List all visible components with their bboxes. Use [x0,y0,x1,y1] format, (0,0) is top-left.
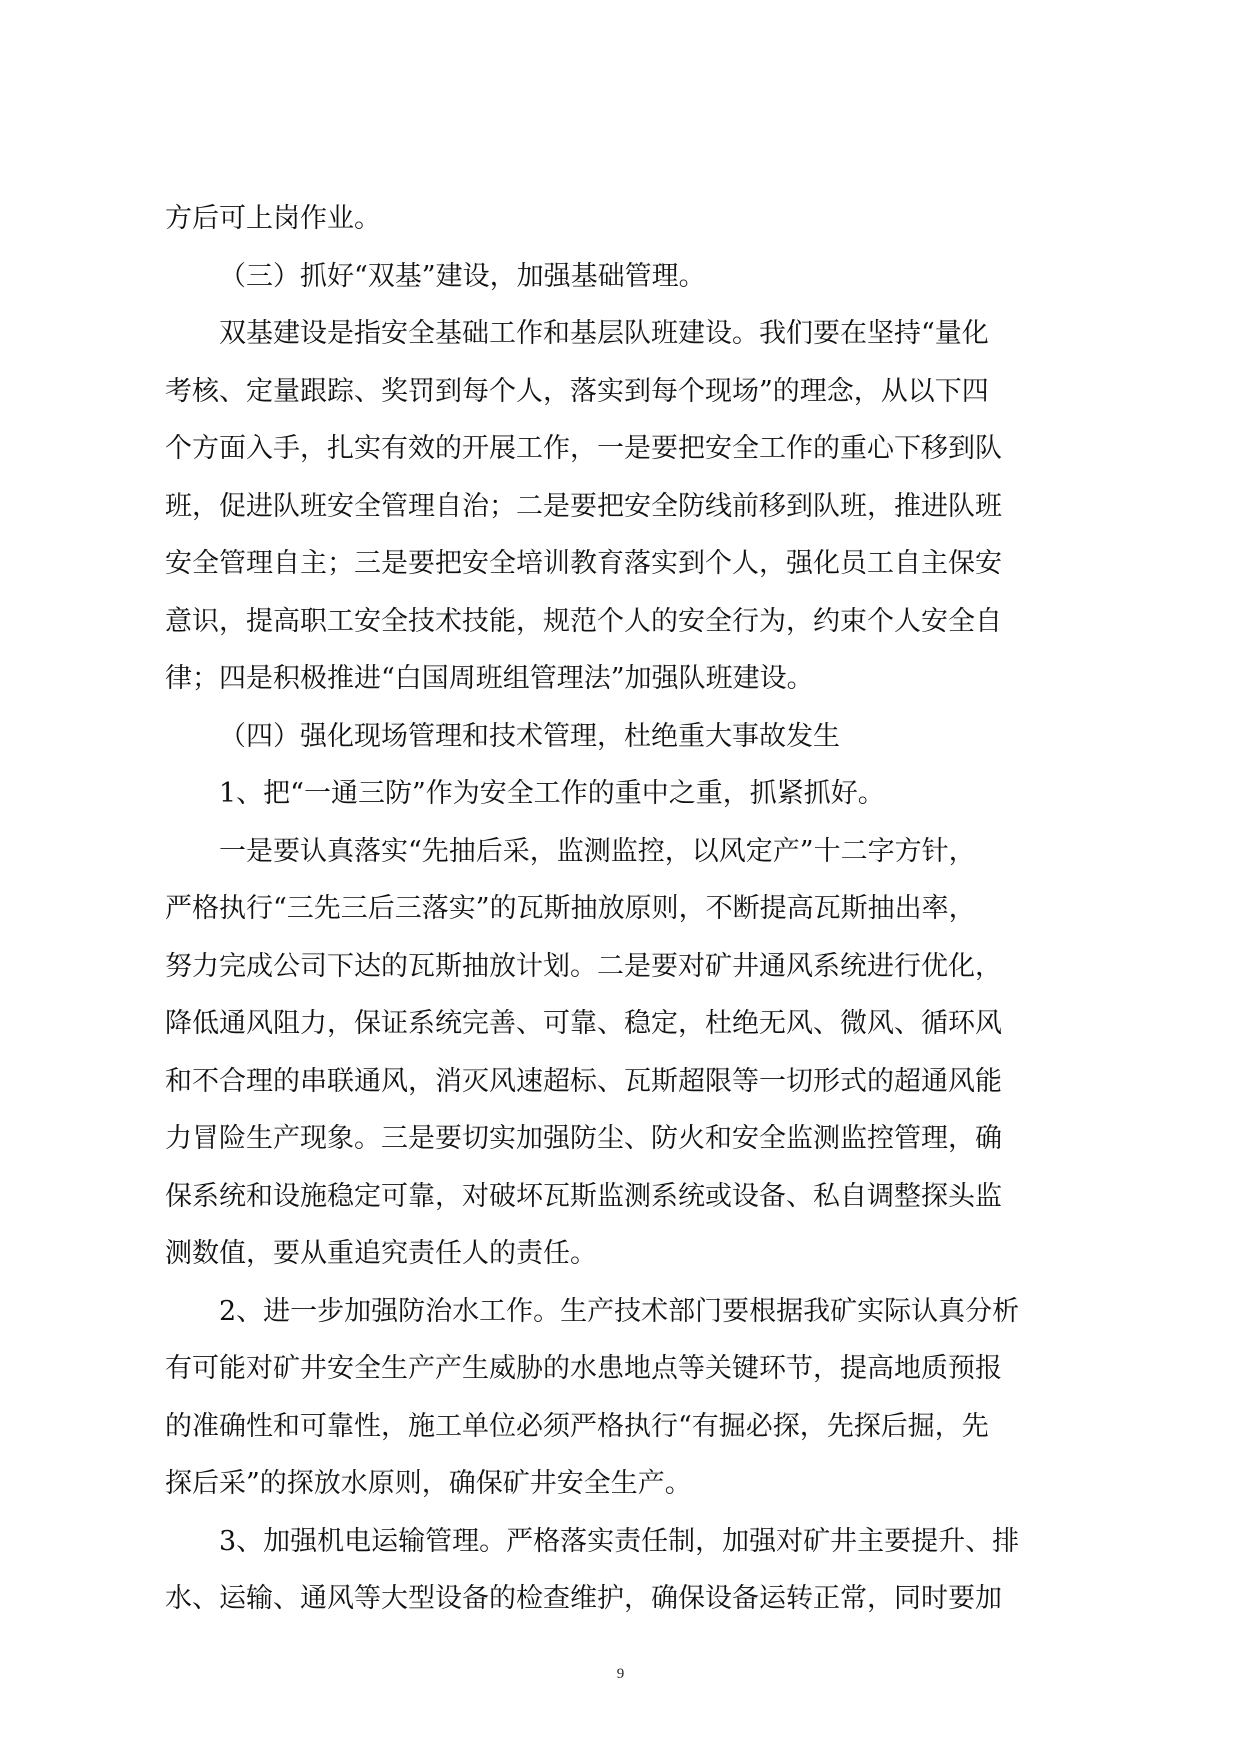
text-line: 个方面入手，扎实有效的开展工作，一是要把安全工作的重心下移到队 [165,433,1002,464]
page-number: 9 [616,1666,625,1682]
text-line: 方后可上岗作业。 [165,203,381,234]
text-line: 和不合理的串联通风，消灭风速超标、瓦斯超限等一切形式的超通风能 [165,1065,1002,1097]
text-line: 严格执行“三先三后三落实”的瓦斯抽放原则，不断提高瓦斯抽出率， [165,893,976,924]
text-line: 一是要认真落实“先抽后采，监测监控，以风定产”十二字方针， [219,835,976,867]
text-line: 测数值，要从重追究责任人的责任。 [165,1238,597,1269]
text-line: 双基建设是指安全基础工作和基层队班建设。我们要在坚持“量化 [219,318,989,349]
text-line: 的准确性和可靠性，施工单位必须严格执行“有掘必探，先探后掘，先 [165,1410,989,1442]
subsection-heading: 2、进一步加强防治水工作。生产技术部门要根据我矿实际认真分析 [219,1295,1020,1327]
text-line: 安全管理自主；三是要把安全培训教育落实到个人，强化员工自主保安 [165,548,1002,579]
text-line: 班，促进队班安全管理自治；二是要把安全防线前移到队班，推进队班 [165,490,1002,522]
text-line: 降低通风阻力，保证系统完善、可靠、稳定，杜绝无风、微风、循环风 [165,1008,1002,1039]
text-line: 有可能对矿井安全生产产生威胁的水患地点等关键环节，提高地质预报 [165,1353,1002,1384]
section-heading: （三）抓好“双基”建设，加强基础管理。 [219,260,706,292]
text-line: 力冒险生产现象。三是要切实加强防尘、防火和安全监测监控管理，确 [165,1123,1002,1154]
text-line: 考核、定量跟踪、奖罚到每个人，落实到每个现场”的理念，从以下四 [165,375,989,407]
section-heading: （四）强化现场管理和技术管理，杜绝重大事故发生 [219,720,840,752]
text-line: 水、运输、通风等大型设备的检查维护，确保设备运转正常，同时要加 [165,1583,1002,1614]
text-line: 律；四是积极推进“白国周班组管理法”加强队班建设。 [165,663,814,694]
text-line: 探后采”的探放水原则，确保矿井安全生产。 [165,1468,692,1499]
text-line: 努力完成公司下达的瓦斯抽放计划。二是要对矿井通风系统进行优化， [165,950,1002,982]
subsection-heading: 3、加强机电运输管理。严格落实责任制，加强对矿井主要提升、排 [219,1525,1020,1557]
subsection-heading: 1、把“一通三防”作为安全工作的重中之重，抓紧抓好。 [219,778,885,809]
document-body [165,190,1077,1628]
text-line: 意识，提高职工安全技术技能，规范个人的安全行为，约束个人安全自 [165,605,1002,637]
text-line: 保系统和设施稳定可靠，对破坏瓦斯监测系统或设备、私自调整探头监 [165,1180,1002,1212]
